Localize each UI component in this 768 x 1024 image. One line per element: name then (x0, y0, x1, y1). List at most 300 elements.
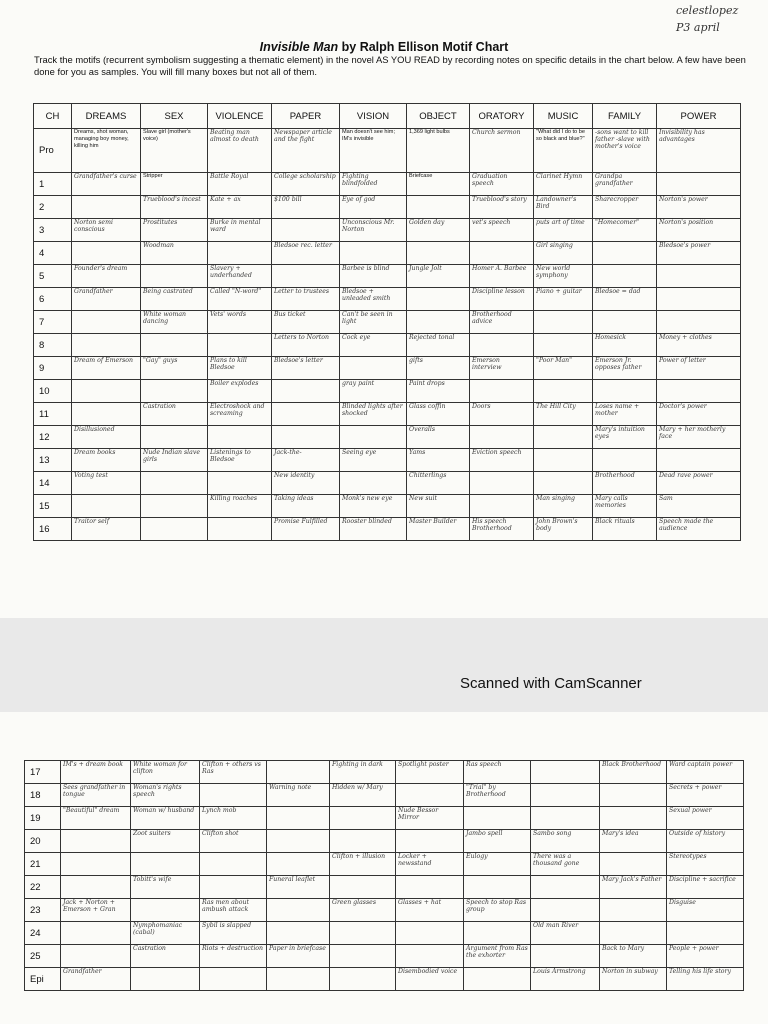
chapter-label: Epi (25, 968, 61, 991)
cell-vision (330, 830, 396, 853)
cell-oratory (470, 380, 534, 403)
chapter-row-14 (34, 472, 741, 495)
cell-sex: Castration (131, 945, 200, 968)
cell-family: Mary Jack's Father (600, 876, 667, 899)
cell-family (593, 242, 657, 265)
cell-violence: Vets' words (208, 311, 272, 334)
cell-paper (267, 761, 330, 784)
column-header-ch: CH (34, 104, 72, 129)
cell-oratory (470, 242, 534, 265)
cell-power: Mary + her motherly face (657, 426, 741, 449)
cell-vision: Green glasses (330, 899, 396, 922)
cell-music (534, 380, 593, 403)
cell-dreams: Founder's dream (72, 265, 141, 288)
cell-family: Homesick (593, 334, 657, 357)
chapter-row-16 (34, 518, 741, 541)
scanned-page-2 (0, 712, 768, 1024)
cell-dreams: Dream of Emerson (72, 357, 141, 380)
cell-dreams (72, 242, 141, 265)
chapter-row-2 (34, 196, 741, 219)
chapter-label: 18 (25, 784, 61, 807)
cell-oratory (464, 922, 531, 945)
column-header-family: FAMILY (593, 104, 657, 129)
column-header-music: MUSIC (534, 104, 593, 129)
cell-music: "Poor Man" (534, 357, 593, 380)
cell-oratory: vet's speech (470, 219, 534, 242)
column-header-row (34, 104, 741, 129)
cell-violence: Riots + destruction (200, 945, 267, 968)
cell-object: Chitterlings (407, 472, 470, 495)
cell-sex: Trueblood's incest (141, 196, 208, 219)
cell-object: Glasses + hat (396, 899, 464, 922)
cell-object: Glass coffin (407, 403, 470, 426)
chapter-row-3 (34, 219, 741, 242)
cell-violence: Lynch mob (200, 807, 267, 830)
cell-oratory: Doors (470, 403, 534, 426)
cell-family (593, 449, 657, 472)
chapter-label: 8 (34, 334, 72, 357)
cell-paper: Bledsoe's letter (272, 357, 340, 380)
cell-power (657, 173, 741, 196)
cell-family: Black Brotherhood (600, 761, 667, 784)
cell-vision (330, 968, 396, 991)
cell-object: Rejected tonal (407, 334, 470, 357)
cell-power (657, 265, 741, 288)
cell-object: Yams (407, 449, 470, 472)
cell-music: John Brown's body (534, 518, 593, 541)
cell-dreams: IM's + dream book (61, 761, 131, 784)
chapter-label: 21 (25, 853, 61, 876)
cell-object: Overalls (407, 426, 470, 449)
chapter-label: 17 (25, 761, 61, 784)
cell-object: 1,369 light bulbs (407, 129, 470, 173)
cell-object: New suit (407, 495, 470, 518)
cell-music: Louis Armstrong (531, 968, 600, 991)
chapter-row-25 (25, 945, 744, 968)
cell-oratory: Church sermon (470, 129, 534, 173)
cell-paper: Funeral leaflet (267, 876, 330, 899)
cell-power: Doctor's power (657, 403, 741, 426)
cell-sex: "Gay" guys (141, 357, 208, 380)
cell-power (667, 922, 744, 945)
cell-object: Spotlight poster (396, 761, 464, 784)
cell-violence (200, 876, 267, 899)
column-header-power: POWER (657, 104, 741, 129)
cell-power (657, 288, 741, 311)
cell-sex: Woodman (141, 242, 208, 265)
chapter-label: 6 (34, 288, 72, 311)
chapter-row-23 (25, 899, 744, 922)
cell-power: Speech made the audience (657, 518, 741, 541)
cell-sex (131, 899, 200, 922)
cell-oratory: Graduation speech (470, 173, 534, 196)
cell-vision: Man doesn't see him; IM's invisible (340, 129, 407, 173)
cell-oratory (470, 472, 534, 495)
cell-family (593, 265, 657, 288)
cell-vision: Cock eye (340, 334, 407, 357)
cell-vision: Eye of god (340, 196, 407, 219)
cell-object: Golden day (407, 219, 470, 242)
instructions-text: Track the motifs (recurrent symbolism suggesting a thematic element) in the novel AS YOU READ by recording notes on specific details in the chart below. A few have been done for you as samples. You will fill many boxes but not all of them. (34, 54, 746, 77)
chapter-row-21 (25, 853, 744, 876)
cell-violence: Plans to kill Bledsoe (208, 357, 272, 380)
cell-dreams: Grandfather's curse (72, 173, 141, 196)
cell-sex (141, 265, 208, 288)
cell-power: Power of letter (657, 357, 741, 380)
cell-family: Black rituals (593, 518, 657, 541)
cell-dreams (72, 311, 141, 334)
cell-sex: Woman w/ husband (131, 807, 200, 830)
chapter-row-19 (25, 807, 744, 830)
cell-oratory (464, 968, 531, 991)
cell-violence (200, 968, 267, 991)
cell-music: Piano + guitar (534, 288, 593, 311)
cell-power (657, 380, 741, 403)
column-header-dreams: DREAMS (72, 104, 141, 129)
cell-violence: Beating man almost to death (208, 129, 272, 173)
cell-dreams: Voting test (72, 472, 141, 495)
cell-oratory: Discipline lesson (470, 288, 534, 311)
cell-violence: Burke in mental ward (208, 219, 272, 242)
column-header-sex: SEX (141, 104, 208, 129)
cell-violence (200, 853, 267, 876)
column-header-object: OBJECT (407, 104, 470, 129)
class-period: P3 april (676, 21, 720, 34)
cell-music: Girl singing (534, 242, 593, 265)
chapter-label: 25 (25, 945, 61, 968)
cell-music (534, 472, 593, 495)
cell-music (534, 334, 593, 357)
cell-violence (208, 472, 272, 495)
cell-paper (267, 922, 330, 945)
cell-object: gifts (407, 357, 470, 380)
cell-dreams (61, 853, 131, 876)
cell-music (531, 899, 600, 922)
cell-power: Telling his life story (667, 968, 744, 991)
cell-oratory: Emerson interview (470, 357, 534, 380)
cell-family (593, 311, 657, 334)
cell-paper (272, 265, 340, 288)
cell-paper: Bus ticket (272, 311, 340, 334)
cell-power: Bledsoe's power (657, 242, 741, 265)
cell-dreams: Sees grandfather in tongue (61, 784, 131, 807)
cell-sex (141, 334, 208, 357)
cell-sex: Nude Indian slave girls (141, 449, 208, 472)
chapter-row-24 (25, 922, 744, 945)
cell-vision: Unconscious Mr. Norton (340, 219, 407, 242)
cell-paper (267, 968, 330, 991)
cell-sex (141, 380, 208, 403)
cell-object (407, 196, 470, 219)
chapter-label: 15 (34, 495, 72, 518)
chapter-label: Pro (34, 129, 72, 173)
cell-power: Norton's position (657, 219, 741, 242)
cell-oratory: Eviction speech (470, 449, 534, 472)
student-name-note (676, 2, 738, 36)
cell-object (407, 288, 470, 311)
chapter-label: 3 (34, 219, 72, 242)
chapter-label: 7 (34, 311, 72, 334)
cell-vision: Fighting blindfolded (340, 173, 407, 196)
cell-music: New world symphony (534, 265, 593, 288)
cell-family: Sharecropper (593, 196, 657, 219)
cell-power: Discipline + sacrifice (667, 876, 744, 899)
cell-power: Dead rave power (657, 472, 741, 495)
cell-paper: Newspaper article and the fight (272, 129, 340, 173)
cell-sex: Being castrated (141, 288, 208, 311)
cell-sex: Tobitt's wife (131, 876, 200, 899)
chapter-label: 19 (25, 807, 61, 830)
chapter-row-8 (34, 334, 741, 357)
cell-sex: Stripper (141, 173, 208, 196)
chapter-row-6 (34, 288, 741, 311)
chapter-row-4 (34, 242, 741, 265)
cell-music: Sambo song (531, 830, 600, 853)
cell-music: There was a thousand gone (531, 853, 600, 876)
cell-violence: Ras men about ambush attack (200, 899, 267, 922)
cell-paper: Warning note (267, 784, 330, 807)
cell-sex: Slave girl (mother's voice) (141, 129, 208, 173)
cell-power: Ward captain power (667, 761, 744, 784)
cell-dreams (61, 945, 131, 968)
cell-violence: Listenings to Bledsoe (208, 449, 272, 472)
cell-paper: Promise Fulfilled (272, 518, 340, 541)
cell-family: Mary's intuition eyes (593, 426, 657, 449)
column-header-violence: VIOLENCE (208, 104, 272, 129)
cell-sex: Woman's rights speech (131, 784, 200, 807)
cell-music (531, 945, 600, 968)
cell-paper (272, 380, 340, 403)
cell-vision (330, 876, 396, 899)
cell-dreams: Disillusioned (72, 426, 141, 449)
cell-paper: Letters to Norton (272, 334, 340, 357)
cell-music (531, 876, 600, 899)
chapter-label: 24 (25, 922, 61, 945)
cell-object (407, 311, 470, 334)
cell-oratory: Jambo spell (464, 830, 531, 853)
cell-vision: Hidden w/ Mary (330, 784, 396, 807)
chapter-row-9 (34, 357, 741, 380)
cell-paper: New identity (272, 472, 340, 495)
cell-violence (208, 518, 272, 541)
cell-vision (330, 807, 396, 830)
cell-music: Clarinet Hymn (534, 173, 593, 196)
cell-violence (208, 334, 272, 357)
cell-family: "Homecomer" (593, 219, 657, 242)
cell-oratory: "Trial" by Brotherhood (464, 784, 531, 807)
cell-sex: Prostitutes (141, 219, 208, 242)
cell-sex: Nymphomaniac (cabal) (131, 922, 200, 945)
chapter-label: 1 (34, 173, 72, 196)
scanner-watermark: Scanned with CamScanner (460, 675, 642, 692)
cell-dreams: Dream books (72, 449, 141, 472)
cell-sex: Castration (141, 403, 208, 426)
cell-violence: Killing roaches (208, 495, 272, 518)
chapter-row-1 (34, 173, 741, 196)
cell-vision (340, 242, 407, 265)
cell-family: Norton in subway (600, 968, 667, 991)
cell-paper (267, 830, 330, 853)
cell-oratory (464, 807, 531, 830)
chapter-label: 2 (34, 196, 72, 219)
cell-family (600, 899, 667, 922)
chapter-label: 9 (34, 357, 72, 380)
chapter-row-20 (25, 830, 744, 853)
cell-dreams (61, 922, 131, 945)
cell-oratory: Eulogy (464, 853, 531, 876)
cell-power: Secrets + power (667, 784, 744, 807)
chapter-row-epi (25, 968, 744, 991)
cell-family: -sons want to kill father -slave with mother's voice (593, 129, 657, 173)
cell-vision: Blinded lights after shocked (340, 403, 407, 426)
cell-paper (272, 403, 340, 426)
cell-violence: Called "N-word" (208, 288, 272, 311)
chapter-label: 16 (34, 518, 72, 541)
chapter-row-15 (34, 495, 741, 518)
cell-family (600, 784, 667, 807)
cell-dreams: Grandfather (61, 968, 131, 991)
cell-music (534, 426, 593, 449)
cell-sex (141, 518, 208, 541)
chapter-label: 22 (25, 876, 61, 899)
motif-chart-table-1 (33, 103, 741, 541)
cell-oratory: Homer A. Barbee (470, 265, 534, 288)
cell-object: Disembodied voice (396, 968, 464, 991)
chapter-row-17 (25, 761, 744, 784)
cell-vision (340, 426, 407, 449)
cell-oratory: Speech to stop Ras group (464, 899, 531, 922)
cell-music: Old man River (531, 922, 600, 945)
chapter-label: 23 (25, 899, 61, 922)
cell-object: Briefcase (407, 173, 470, 196)
cell-violence: Kate + ax (208, 196, 272, 219)
cell-object (396, 830, 464, 853)
cell-violence (208, 426, 272, 449)
cell-power: Money + clothes (657, 334, 741, 357)
cell-object (396, 945, 464, 968)
cell-sex (141, 426, 208, 449)
cell-violence (200, 784, 267, 807)
cell-sex: Zoot suiters (131, 830, 200, 853)
chapter-row-18 (25, 784, 744, 807)
cell-family: Grandpa grandfather (593, 173, 657, 196)
cell-power: Stereotypes (667, 853, 744, 876)
cell-music: The Hill City (534, 403, 593, 426)
cell-object: Jungle Jolt (407, 265, 470, 288)
cell-family: Loses name + mother (593, 403, 657, 426)
cell-vision: gray paint (340, 380, 407, 403)
chapter-label: 14 (34, 472, 72, 495)
cell-power: Disguise (667, 899, 744, 922)
cell-family: Brotherhood (593, 472, 657, 495)
cell-violence: Clifton shot (200, 830, 267, 853)
cell-paper: $100 bill (272, 196, 340, 219)
cell-dreams: Jack + Norton + Emerson + Gran (61, 899, 131, 922)
cell-power: People + power (667, 945, 744, 968)
cell-violence: Clifton + others vs Ras (200, 761, 267, 784)
cell-vision: Seeing eye (340, 449, 407, 472)
cell-object: Locker + newsstand (396, 853, 464, 876)
cell-sex (131, 968, 200, 991)
cell-music (534, 449, 593, 472)
cell-music (531, 784, 600, 807)
cell-family (600, 853, 667, 876)
cell-oratory: His speech Brotherhood (470, 518, 534, 541)
cell-paper: Bledsoe rec. letter (272, 242, 340, 265)
chapter-row-pro (34, 129, 741, 173)
cell-dreams (72, 495, 141, 518)
cell-sex: White woman dancing (141, 311, 208, 334)
cell-object: Nude Bessor Mirror (396, 807, 464, 830)
cell-dreams (61, 830, 131, 853)
cell-music: puts art of time (534, 219, 593, 242)
chapter-label: 20 (25, 830, 61, 853)
cell-oratory: Argument from Ras the exhorter (464, 945, 531, 968)
chapter-row-13 (34, 449, 741, 472)
cell-oratory (470, 426, 534, 449)
cell-vision: Bledsoe + unleaded smith (340, 288, 407, 311)
cell-music: "What did I do to be so black and blue?" (534, 129, 593, 173)
cell-dreams: Grandfather (72, 288, 141, 311)
student-name: celestlopez (676, 4, 739, 17)
cell-music (531, 761, 600, 784)
cell-dreams (72, 196, 141, 219)
cell-oratory: Trueblood's story (470, 196, 534, 219)
cell-dreams (72, 380, 141, 403)
chapter-label: 13 (34, 449, 72, 472)
cell-power: Sam (657, 495, 741, 518)
column-header-oratory: ORATORY (470, 104, 534, 129)
cell-paper: Letter to trustees (272, 288, 340, 311)
cell-family (593, 380, 657, 403)
cell-vision: Clifton + illusion (330, 853, 396, 876)
cell-music (534, 311, 593, 334)
cell-paper: Paper in briefcase (267, 945, 330, 968)
cell-sex: White woman for clifton (131, 761, 200, 784)
chapter-label: 10 (34, 380, 72, 403)
cell-paper: Taking ideas (272, 495, 340, 518)
cell-sex (131, 853, 200, 876)
chapter-row-12 (34, 426, 741, 449)
cell-oratory (470, 495, 534, 518)
chapter-row-5 (34, 265, 741, 288)
cell-vision (330, 945, 396, 968)
cell-power: Norton's power (657, 196, 741, 219)
column-header-vision: VISION (340, 104, 407, 129)
cell-sex (141, 472, 208, 495)
cell-family (600, 807, 667, 830)
cell-object: Paint drops (407, 380, 470, 403)
cell-music (531, 807, 600, 830)
cell-dreams (72, 403, 141, 426)
cell-power: Invisibility has advantages (657, 129, 741, 173)
chapter-row-22 (25, 876, 744, 899)
author-credit: by Ralph Ellison (338, 40, 443, 54)
cell-vision: Monk's new eye (340, 495, 407, 518)
cell-oratory: Brotherhood advice (470, 311, 534, 334)
cell-object (396, 876, 464, 899)
cell-paper (267, 807, 330, 830)
cell-power: Sexual power (667, 807, 744, 830)
cell-power (657, 449, 741, 472)
motif-chart-table-2 (24, 760, 744, 991)
cell-vision: Fighting in dark (330, 761, 396, 784)
cell-dreams: Traitor self (72, 518, 141, 541)
cell-dreams (72, 334, 141, 357)
cell-vision: Rooster blinded (340, 518, 407, 541)
cell-music: Man singing (534, 495, 593, 518)
cell-violence: Battle Royal (208, 173, 272, 196)
